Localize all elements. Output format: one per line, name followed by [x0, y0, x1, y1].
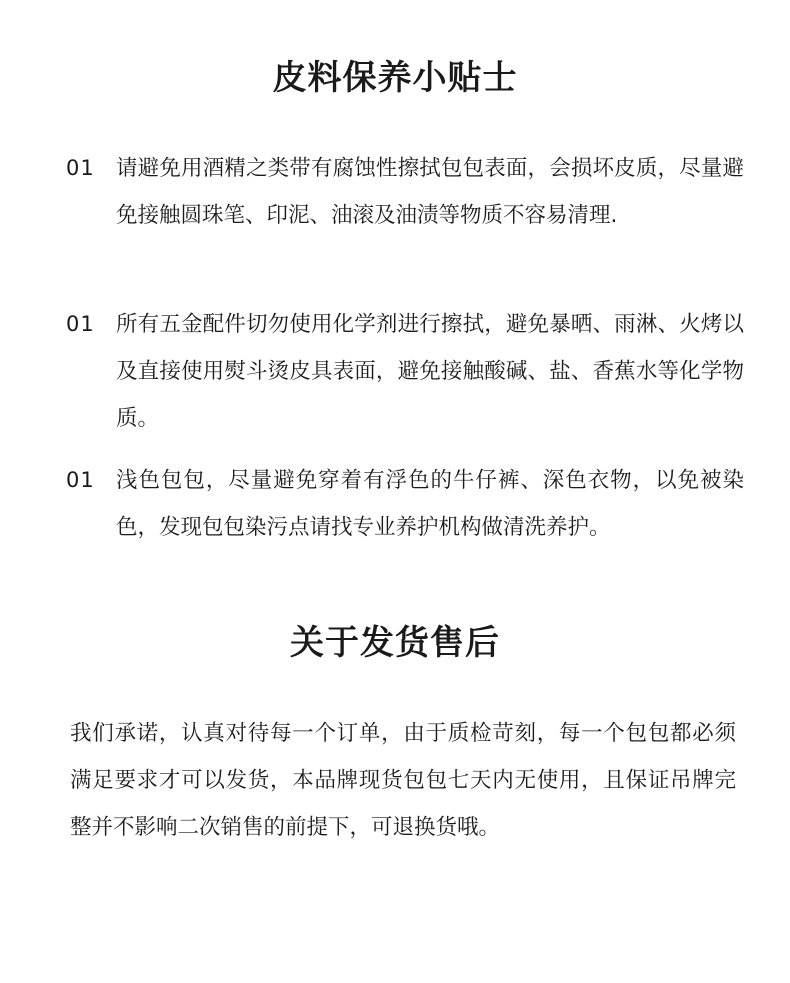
tip-number: 01: [66, 312, 95, 336]
tip-number: 01: [66, 468, 95, 492]
care-tip: [66, 457, 756, 551]
tip-number: 01: [66, 156, 95, 180]
tip-text: 浅色包包，尽量避免穿着有浮色的牛仔裤、深色衣物，以免被染色，发现包包染污点请找专业养护机构做清洗养护。: [116, 468, 744, 540]
leather-care-title: 皮料保养小贴士: [272, 58, 518, 98]
after-sales-title: 关于发货售后: [290, 623, 500, 663]
care-tip: [66, 145, 756, 239]
after-sales-text: 我们承诺，认真对待每一个订单，由于质检苛刻，每一个包包都必须满足要求才可以发货，本品牌现货包包七天内无使用，且保证吊牌完整并不影响二次销售的前提下，可退换货哦。: [70, 721, 736, 840]
tip-text: 所有五金配件切勿使用化学剂进行擦拭，避免暴晒、雨淋、火烤以及直接使用熨斗烫皮具表面，避免接触酸碱、盐、香蕉水等化学物质。: [116, 312, 744, 431]
tip-text: 请避免用酒精之类带有腐蚀性擦拭包包表面，会损坏皮质，尽量避免接触圆珠笔、印泥、油滚及油渍等物质不容易清理.: [116, 156, 744, 228]
care-tip: [66, 301, 756, 442]
